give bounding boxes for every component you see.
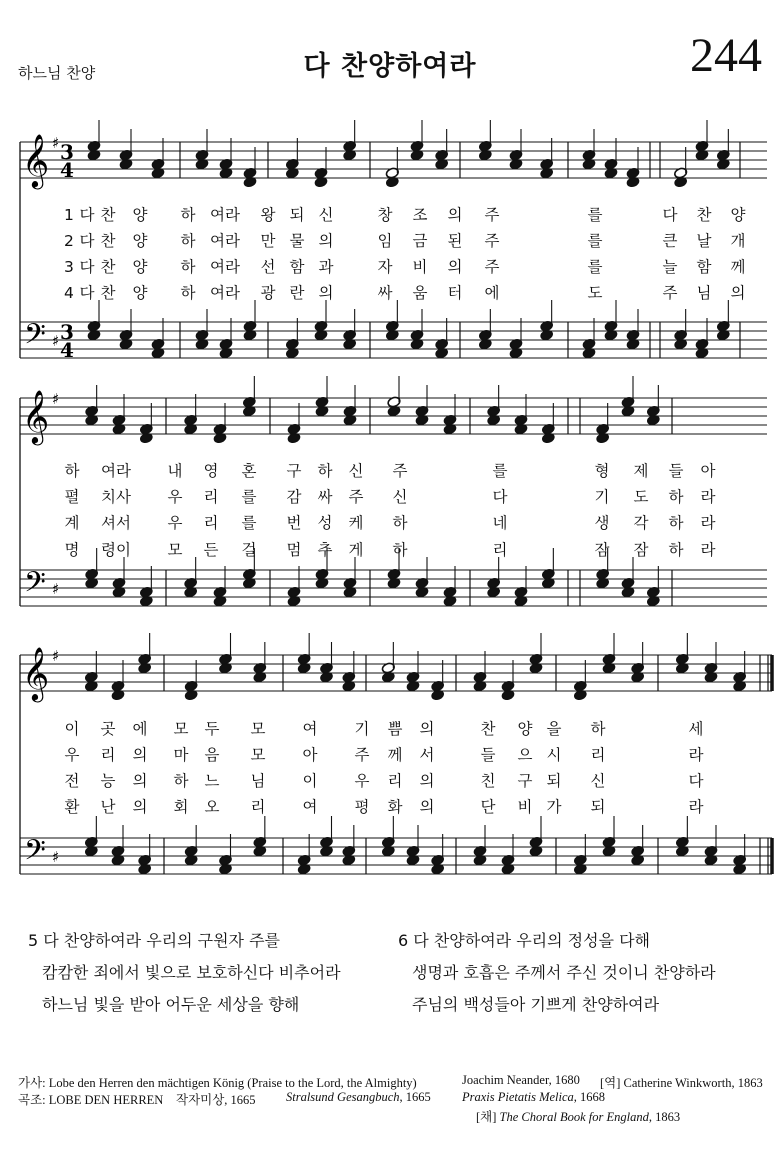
lyric-syllable: 내 xyxy=(167,462,183,480)
verse-label: 1 xyxy=(64,206,74,224)
lyric-syllable: 기 xyxy=(354,720,370,738)
verse-label: 2 xyxy=(64,232,74,250)
lyric-syllable: 하 xyxy=(180,284,196,302)
key-signature-sharp: ♯ xyxy=(52,848,60,866)
tune-credit: 곡조: LOBE DEN HERREN xyxy=(18,1093,164,1107)
lyric-syllable: 난 xyxy=(100,798,116,816)
lyric-syllable: 우 xyxy=(354,772,370,790)
lyric-syllable: 리 xyxy=(250,798,266,816)
lyric-syllable: 잠 xyxy=(633,541,649,559)
lyric-syllable: 여라 xyxy=(210,258,240,276)
lyric-syllable: 광 xyxy=(260,284,276,302)
tune-source-2: Praxis Pietatis Melica, 1668 xyxy=(462,1090,606,1104)
lyric-syllable: 움 xyxy=(412,284,428,302)
lyric-syllable: 단 xyxy=(480,798,496,816)
lyric-syllable: 구 xyxy=(286,462,302,480)
lyric-syllable: 를 xyxy=(241,488,257,506)
time-signature: 4 xyxy=(60,158,74,182)
lyric-syllable: 도 xyxy=(587,284,603,302)
lyric-syllable: 시 xyxy=(546,746,562,764)
lyric-syllable: 이 xyxy=(302,772,318,790)
hymn-title: 다 찬양하여라 xyxy=(303,51,477,82)
lyric-syllable: 의 xyxy=(132,798,148,816)
lyric-syllable: 하 xyxy=(668,488,684,506)
lyric-syllable: 평 xyxy=(354,798,370,816)
lyric-syllable: 의 xyxy=(730,284,746,302)
lyric-syllable: 다 xyxy=(79,258,95,276)
lyric-syllable: 를 xyxy=(587,258,603,276)
lyric-syllable: 의 xyxy=(318,284,334,302)
verse-line: 캄캄한 죄에서 빛으로 보호하신다 비추어라 xyxy=(42,963,341,982)
lyric-syllable: 의 xyxy=(132,772,148,790)
lyric-syllable: 주 xyxy=(354,746,370,764)
lyric-syllable: 다 xyxy=(79,284,95,302)
lyric-syllable: 리 xyxy=(387,772,403,790)
lyric-syllable: 서 xyxy=(419,746,435,764)
lyric-syllable: 네 xyxy=(492,514,508,532)
lyric-syllable: 여라 xyxy=(210,284,240,302)
lyric-syllable: 아 xyxy=(700,462,716,480)
lyric-syllable: 회 xyxy=(173,798,189,816)
lyric-syllable: 의 xyxy=(419,772,435,790)
lyric-syllable: 의 xyxy=(447,206,463,224)
lyric-syllable: 함 xyxy=(696,258,712,276)
lyric-syllable: 신 xyxy=(348,462,364,480)
lyric-syllable: 기 xyxy=(594,488,610,506)
lyric-syllable: 에 xyxy=(484,284,500,302)
key-signature-sharp: ♯ xyxy=(52,390,60,408)
lyric-syllable: 형 xyxy=(594,462,610,480)
lyric-syllable: 구 xyxy=(517,772,533,790)
lyric-syllable: 치사 xyxy=(101,488,131,506)
key-signature-sharp: ♯ xyxy=(52,332,60,350)
lyric-syllable: 의 xyxy=(318,232,334,250)
lyrics-author: Joachim Neander, 1680 xyxy=(462,1073,580,1087)
lyric-syllable: 쁨 xyxy=(387,720,403,738)
lyric-syllable: 찬 xyxy=(480,720,496,738)
lyric-syllable: 라 xyxy=(688,746,704,764)
lyric-syllable: 모 xyxy=(173,720,189,738)
lyric-syllable: 님 xyxy=(250,772,266,790)
bass-clef: 𝄢 xyxy=(24,318,46,358)
lyric-syllable: 양 xyxy=(730,206,746,224)
lyric-syllable: 싸 xyxy=(377,284,393,302)
lyric-syllable: 비 xyxy=(517,798,533,816)
lyric-syllable: 를 xyxy=(587,206,603,224)
lyric-syllable: 창 xyxy=(377,206,393,224)
lyric-syllable: 다 xyxy=(492,488,508,506)
lyric-syllable: 주 xyxy=(484,258,500,276)
lyric-syllable: 조 xyxy=(412,206,428,224)
bass-clef: 𝄢 xyxy=(24,566,46,606)
lyric-syllable: 찬 xyxy=(100,206,116,224)
lyric-syllable: 혼 xyxy=(241,462,257,480)
lyric-syllable: 음 xyxy=(204,746,220,764)
lyric-syllable: 여라 xyxy=(210,232,240,250)
harmony-credit: [채] The Choral Book for England, 1863 xyxy=(476,1110,681,1124)
lyric-syllable: 하 xyxy=(180,232,196,250)
lyric-syllable: 양 xyxy=(132,284,148,302)
lyric-syllable: 께 xyxy=(730,258,746,276)
verse-line: 생명과 호흡은 주께서 주신 것이니 찬양하라 xyxy=(412,963,716,982)
lyric-syllable: 우 xyxy=(167,514,183,532)
hymn-number: 244 xyxy=(690,29,762,82)
lyric-syllable: 늘 xyxy=(662,258,678,276)
lyric-syllable: 함 xyxy=(289,258,305,276)
time-signature: 3 xyxy=(60,320,74,344)
lyric-syllable: 화 xyxy=(387,798,403,816)
lyric-syllable: 게 xyxy=(348,541,364,559)
lyric-syllable: 걸 xyxy=(241,541,257,559)
lyric-syllable: 명 xyxy=(64,541,80,559)
lyric-syllable: 하 xyxy=(392,541,408,559)
lyric-syllable: 주 xyxy=(662,284,678,302)
lyric-syllable: 다 xyxy=(79,206,95,224)
lyric-syllable: 의 xyxy=(132,746,148,764)
lyric-syllable: 하 xyxy=(173,772,189,790)
lyric-syllable: 하 xyxy=(180,206,196,224)
tune-source-1: Stralsund Gesangbuch, 1665 xyxy=(286,1090,431,1104)
lyric-syllable: 세 xyxy=(688,720,704,738)
lyric-syllable: 양 xyxy=(517,720,533,738)
lyric-syllable: 환 xyxy=(64,798,80,816)
lyric-syllable: 제 xyxy=(633,462,649,480)
lyric-syllable: 주 xyxy=(484,232,500,250)
lyric-syllable: 주 xyxy=(348,488,364,506)
lyric-syllable: 양 xyxy=(132,206,148,224)
lyric-syllable: 령이 xyxy=(101,541,131,559)
composer: 작자미상, 1665 xyxy=(176,1093,256,1107)
lyric-syllable: 계 xyxy=(64,514,80,532)
lyric-syllable: 하 xyxy=(64,462,80,480)
verse-number: 6 xyxy=(398,931,409,950)
time-signature: 3 xyxy=(60,140,74,164)
lyric-syllable: 아 xyxy=(302,746,318,764)
lyric-syllable: 곳 xyxy=(100,720,116,738)
hymn-category: 하느님 찬양 xyxy=(18,64,96,82)
verse-line: 주님의 백성들아 기쁘게 찬양하여라 xyxy=(412,995,660,1014)
lyric-syllable: 가 xyxy=(546,798,562,816)
lyric-syllable: 번 xyxy=(286,514,302,532)
lyric-syllable: 리 xyxy=(100,746,116,764)
translator: [역] Catherine Winkworth, 1863 xyxy=(600,1076,763,1090)
lyric-syllable: 라 xyxy=(700,541,716,559)
lyric-syllable: 각 xyxy=(633,514,649,532)
lyric-syllable: 싸 xyxy=(317,488,333,506)
lyric-syllable: 멈 xyxy=(286,541,302,559)
lyric-syllable: 신 xyxy=(392,488,408,506)
lyric-syllable: 두 xyxy=(204,720,220,738)
lyric-syllable: 왕 xyxy=(260,206,276,224)
lyric-syllable: 전 xyxy=(64,772,80,790)
lyric-syllable: 생 xyxy=(594,514,610,532)
lyric-syllable: 라 xyxy=(688,798,704,816)
lyric-syllable: 잠 xyxy=(594,541,610,559)
lyric-syllable: 여라 xyxy=(101,462,131,480)
lyric-syllable: 임 xyxy=(377,232,393,250)
lyric-syllable: 오 xyxy=(204,798,220,816)
lyric-syllable: 우 xyxy=(167,488,183,506)
lyric-syllable: 자 xyxy=(377,258,393,276)
lyric-syllable: 모 xyxy=(250,720,266,738)
lyric-syllable: 리 xyxy=(203,514,219,532)
lyric-syllable: 들 xyxy=(480,746,496,764)
lyric-syllable: 하 xyxy=(180,258,196,276)
verse-line: 하느님 빛을 받아 어두운 세상을 향해 xyxy=(42,995,300,1014)
lyric-syllable: 하 xyxy=(668,541,684,559)
lyric-syllable: 하 xyxy=(668,514,684,532)
lyric-syllable: 영 xyxy=(203,462,219,480)
key-signature-sharp: ♯ xyxy=(52,580,60,598)
lyric-syllable: 큰 xyxy=(662,232,678,250)
lyric-syllable: 란 xyxy=(289,284,305,302)
lyric-syllable: 찬 xyxy=(100,284,116,302)
lyric-syllable: 여라 xyxy=(210,206,240,224)
verse-number: 5 xyxy=(28,931,39,950)
lyric-syllable: 비 xyxy=(412,258,428,276)
lyric-syllable: 신 xyxy=(590,772,606,790)
lyric-syllable: 라 xyxy=(700,488,716,506)
lyric-syllable: 다 xyxy=(79,232,95,250)
lyric-syllable: 과 xyxy=(318,258,334,276)
lyric-syllable: 주 xyxy=(392,462,408,480)
lyric-syllable: 다 xyxy=(688,772,704,790)
lyric-syllable: 이 xyxy=(64,720,80,738)
lyric-syllable: 양 xyxy=(132,232,148,250)
verse-line: 다 찬양하여라 우리의 정성을 다해 xyxy=(413,931,651,950)
lyric-syllable: 양 xyxy=(132,258,148,276)
lyric-syllable: 라 xyxy=(700,514,716,532)
lyric-syllable: 를 xyxy=(492,462,508,480)
lyric-syllable: 감 xyxy=(286,488,302,506)
lyric-syllable: 여 xyxy=(302,798,318,816)
lyric-syllable: 우 xyxy=(64,746,80,764)
lyric-syllable: 하 xyxy=(590,720,606,738)
lyric-syllable: 선 xyxy=(260,258,276,276)
treble-clef: 𝄞 xyxy=(22,133,50,187)
lyric-syllable: 개 xyxy=(730,232,746,250)
treble-clef: 𝄞 xyxy=(22,646,50,700)
lyric-syllable: 의 xyxy=(419,720,435,738)
lyric-syllable: 리 xyxy=(590,746,606,764)
lyric-syllable: 금 xyxy=(412,232,428,250)
lyric-syllable: 주 xyxy=(484,206,500,224)
lyric-syllable: 하 xyxy=(317,462,333,480)
key-signature-sharp: ♯ xyxy=(52,134,60,152)
lyric-syllable: 리 xyxy=(203,488,219,506)
lyric-syllable: 물 xyxy=(289,232,305,250)
lyric-syllable: 셔서 xyxy=(101,514,131,532)
lyric-syllable: 다 xyxy=(662,206,678,224)
lyric-syllable: 되 xyxy=(590,798,606,816)
lyric-syllable: 찬 xyxy=(100,258,116,276)
lyric-syllable: 님 xyxy=(696,284,712,302)
lyric-syllable: 되 xyxy=(289,206,305,224)
lyric-syllable: 친 xyxy=(480,772,496,790)
lyric-syllable: 날 xyxy=(696,232,712,250)
lyric-syllable: 되 xyxy=(546,772,562,790)
lyric-syllable: 으 xyxy=(517,746,533,764)
lyric-syllable: 능 xyxy=(100,772,116,790)
lyric-syllable: 신 xyxy=(318,206,334,224)
lyric-syllable: 께 xyxy=(387,746,403,764)
lyrics-credit: 가사: Lobe den Herren den mächtigen König (Praise to the Lord, the Almighty) xyxy=(18,1076,417,1090)
treble-clef: 𝄞 xyxy=(22,389,50,443)
lyric-syllable: 를 xyxy=(587,232,603,250)
lyric-syllable: 하 xyxy=(392,514,408,532)
lyric-syllable: 느 xyxy=(204,772,220,790)
lyric-syllable: 에 xyxy=(132,720,148,738)
lyric-syllable: 찬 xyxy=(696,206,712,224)
lyric-syllable: 여 xyxy=(302,720,318,738)
lyric-syllable: 의 xyxy=(447,258,463,276)
lyric-syllable: 터 xyxy=(447,284,463,302)
lyric-syllable: 추 xyxy=(317,541,333,559)
lyric-syllable: 마 xyxy=(173,746,189,764)
lyric-syllable: 리 xyxy=(492,541,508,559)
lyric-syllable: 의 xyxy=(419,798,435,816)
lyric-syllable: 된 xyxy=(447,232,463,250)
lyric-syllable: 를 xyxy=(241,514,257,532)
lyric-syllable: 케 xyxy=(348,514,364,532)
lyric-syllable: 찬 xyxy=(100,232,116,250)
lyric-syllable: 든 xyxy=(203,541,219,559)
lyric-syllable: 들 xyxy=(668,462,684,480)
bass-clef: 𝄢 xyxy=(24,834,46,874)
verse-label: 3 xyxy=(64,258,74,276)
lyric-syllable: 도 xyxy=(633,488,649,506)
lyric-syllable: 만 xyxy=(260,232,276,250)
lyric-syllable: 모 xyxy=(250,746,266,764)
key-signature-sharp: ♯ xyxy=(52,647,60,665)
lyric-syllable: 모 xyxy=(167,541,183,559)
verse-label: 4 xyxy=(64,284,74,302)
lyric-syllable: 성 xyxy=(317,514,333,532)
verse-line: 다 찬양하여라 우리의 구원자 주를 xyxy=(43,931,281,950)
lyric-syllable: 펼 xyxy=(64,488,80,506)
time-signature: 4 xyxy=(60,338,74,362)
lyric-syllable: 을 xyxy=(546,720,562,738)
